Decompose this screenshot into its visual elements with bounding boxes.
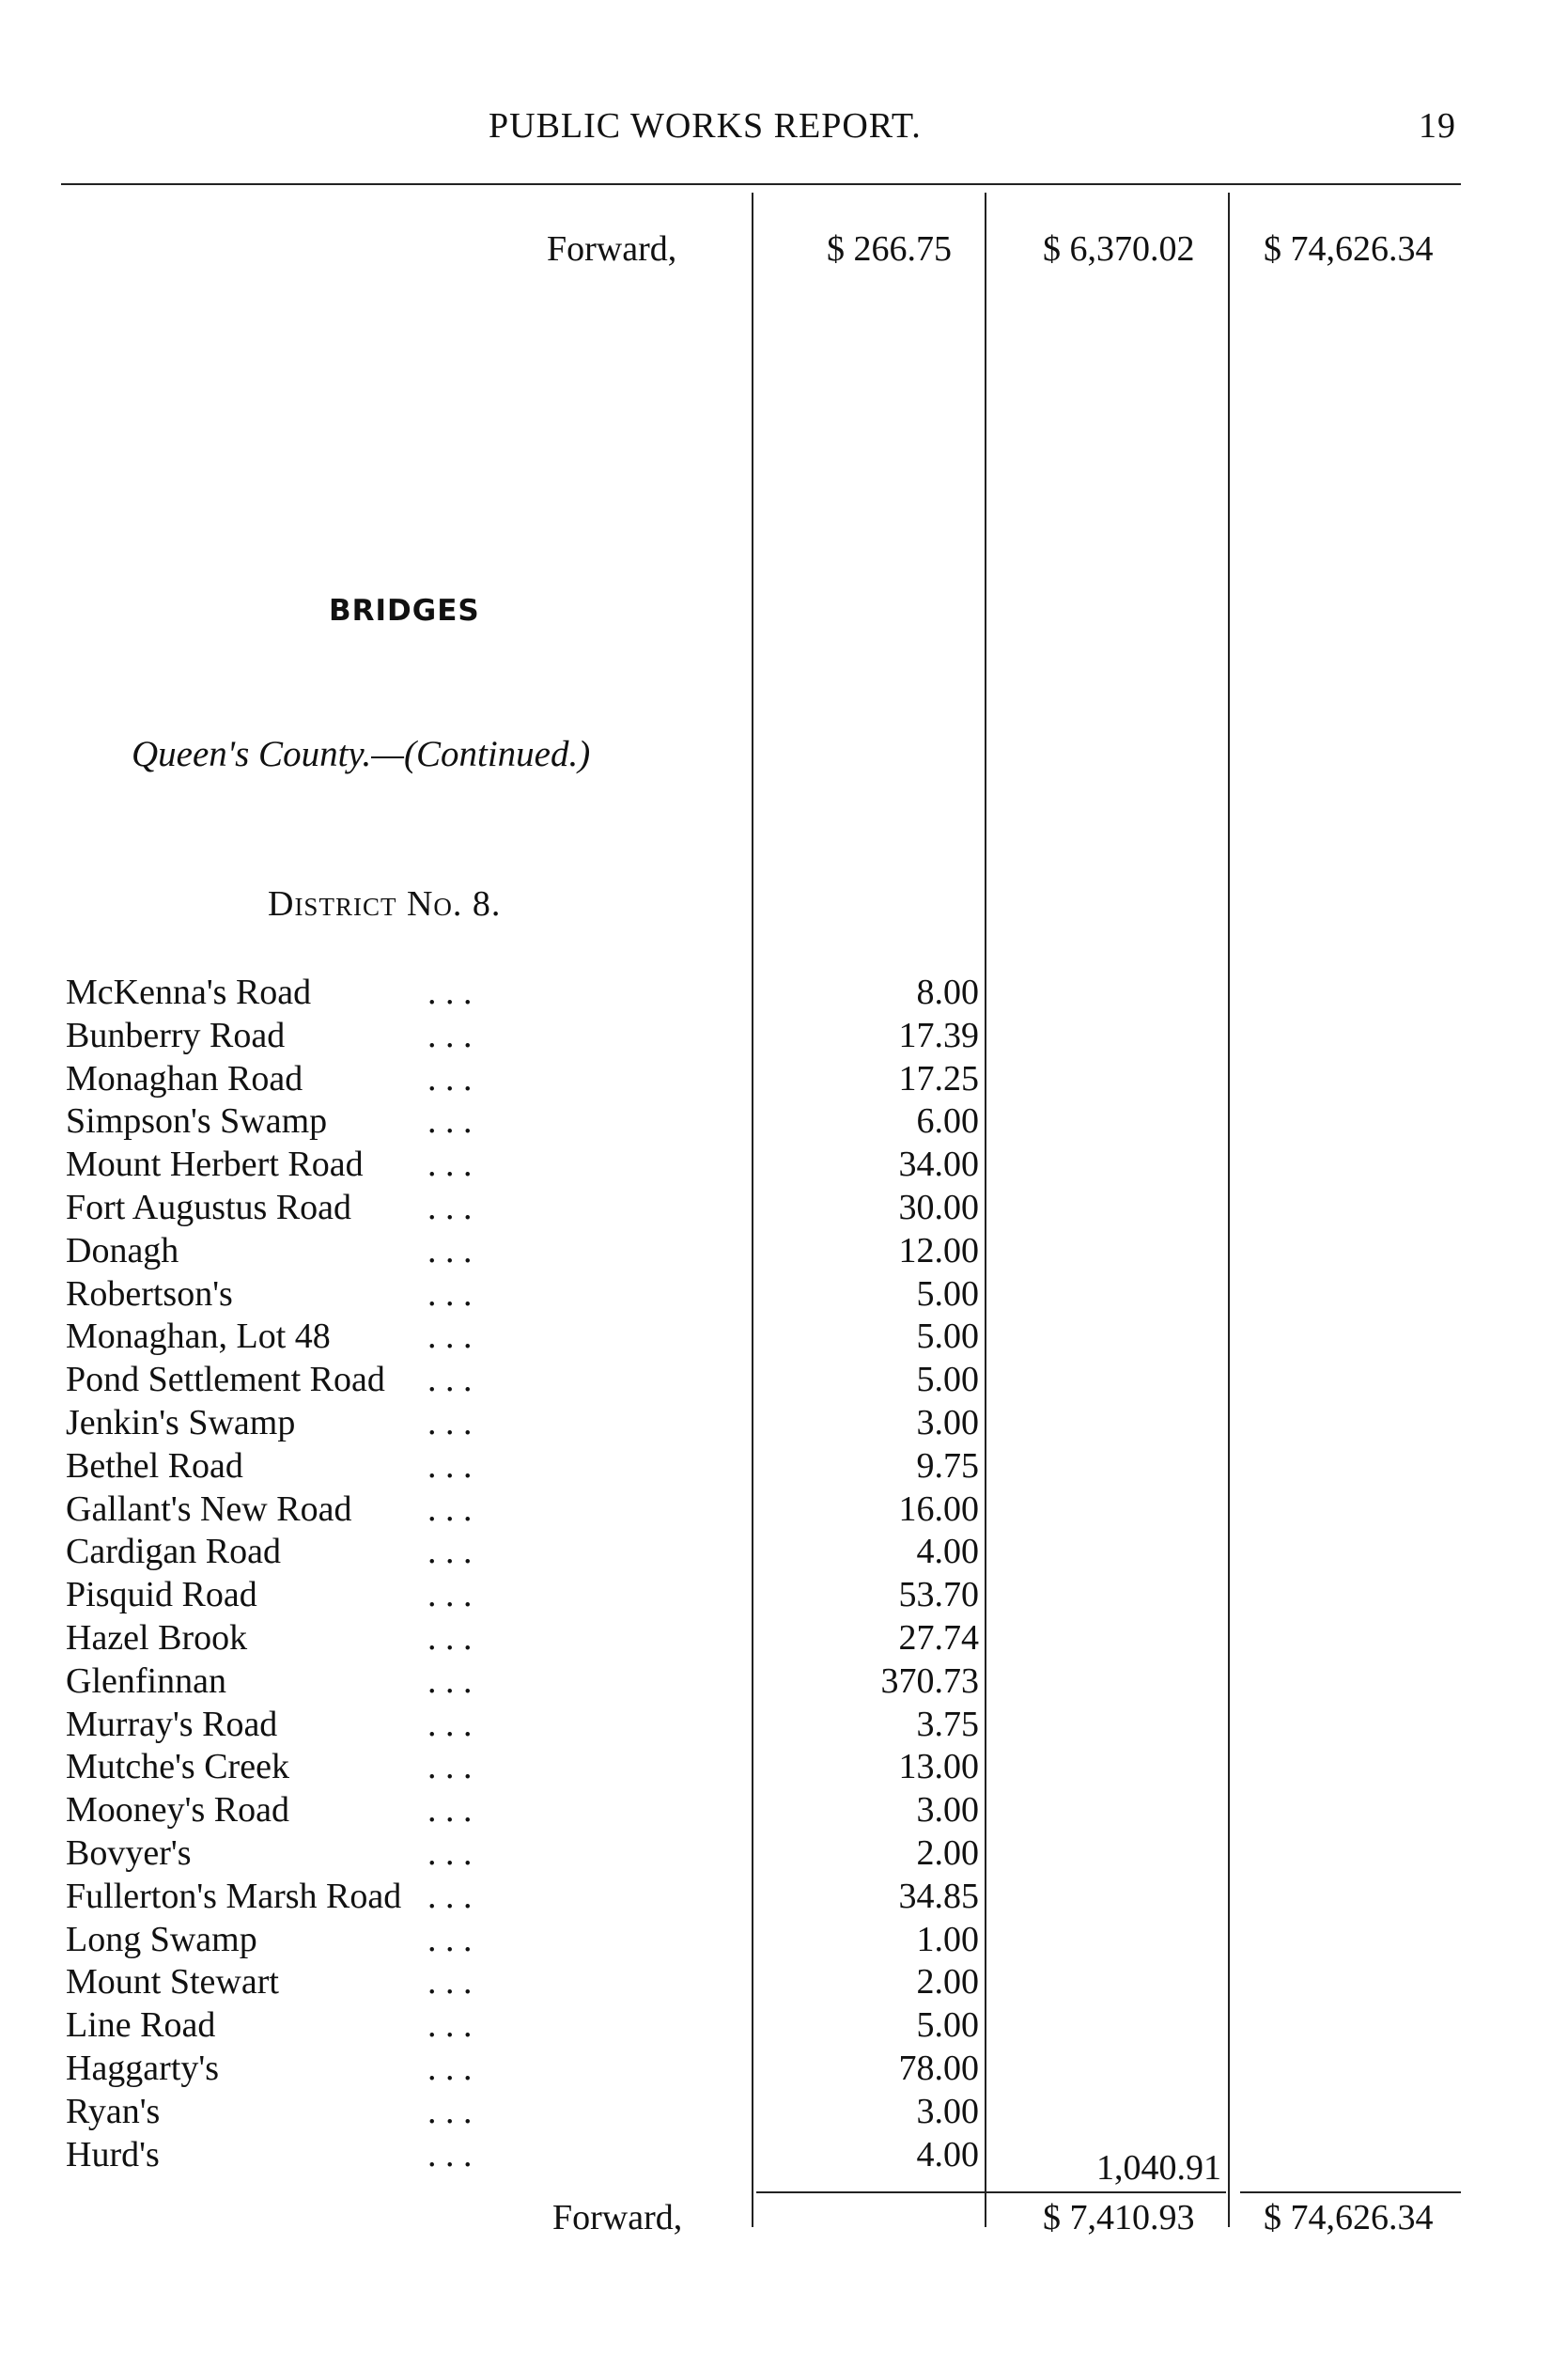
district-total: 1,040.91 (1096, 2148, 1221, 2188)
district-heading: District No. 8. (268, 884, 502, 924)
leader-dots: . . . (427, 2005, 473, 2045)
row-amount: 34.85 (898, 1877, 979, 1916)
leader-dots: . . . (427, 1661, 473, 1701)
leader-dots: . . . (427, 1317, 473, 1356)
leader-dots: . . . (427, 1962, 473, 2002)
leader-dots: . . . (427, 1833, 473, 1873)
leader-dots: . . . (427, 1532, 473, 1571)
row-amount: 53.70 (898, 1575, 979, 1614)
row-amount: 3.75 (916, 1705, 979, 1744)
row-amount: 9.75 (916, 1446, 979, 1486)
leader-dots: . . . (427, 2135, 473, 2174)
forward-label-top: Forward, (547, 229, 677, 269)
row-name: Fort Augustus Road (66, 1188, 352, 1227)
forward-label-bottom: Forward, (552, 2198, 683, 2237)
leader-dots: . . . (427, 1145, 473, 1184)
forward-col3-bottom: $ 74,626.34 (1264, 2198, 1434, 2237)
row-amount: 4.00 (916, 2135, 979, 2174)
row-name: Bunberry Road (66, 1016, 286, 1055)
row-amount: 370.73 (880, 1661, 979, 1701)
row-amount: 17.25 (898, 1059, 979, 1099)
subtotal-rule-2 (1240, 2191, 1461, 2193)
leader-dots: . . . (427, 1101, 473, 1141)
row-name: Pond Settlement Road (66, 1360, 385, 1399)
row-amount: 12.00 (898, 1231, 979, 1270)
row-name: Cardigan Road (66, 1532, 282, 1571)
row-name: Haggarty's (66, 2049, 220, 2088)
row-name: Donagh (66, 1231, 179, 1270)
row-name: Glenfinnan (66, 1661, 226, 1701)
leader-dots: . . . (427, 1403, 473, 1442)
leader-dots: . . . (427, 1705, 473, 1744)
forward-col2-top: $ 6,370.02 (1043, 229, 1195, 269)
column-divider-1 (752, 193, 753, 2227)
leader-dots: . . . (427, 1231, 473, 1270)
row-amount: 6.00 (916, 1101, 979, 1141)
row-name: Line Road (66, 2005, 216, 2045)
row-name: Monaghan Road (66, 1059, 303, 1099)
row-amount: 27.74 (898, 1618, 979, 1658)
row-amount: 30.00 (898, 1188, 979, 1227)
leader-dots: . . . (427, 1747, 473, 1786)
row-name: Bethel Road (66, 1446, 243, 1486)
section-heading: BRIDGES (329, 594, 480, 628)
leader-dots: . . . (427, 2092, 473, 2131)
row-name: Murray's Road (66, 1705, 278, 1744)
leader-dots: . . . (427, 1920, 473, 1959)
row-name: Pisquid Road (66, 1575, 257, 1614)
row-name: Ryan's (66, 2092, 161, 2131)
leader-dots: . . . (427, 1489, 473, 1529)
row-name: Fullerton's Marsh Road (66, 1877, 402, 1916)
row-amount: 3.00 (916, 2092, 979, 2131)
leader-dots: . . . (427, 1790, 473, 1830)
row-amount: 17.39 (898, 1016, 979, 1055)
leader-dots: . . . (427, 1446, 473, 1486)
leader-dots: . . . (427, 1877, 473, 1916)
row-name: Mutche's Creek (66, 1747, 289, 1786)
header-rule (61, 183, 1461, 185)
row-name: Hurd's (66, 2135, 160, 2174)
leader-dots: . . . (427, 1016, 473, 1055)
row-amount: 34.00 (898, 1145, 979, 1184)
row-amount: 16.00 (898, 1489, 979, 1529)
row-amount: 5.00 (916, 1360, 979, 1399)
county-heading: Queen's County.—(Continued.) (132, 734, 591, 774)
page-number: 19 (1419, 106, 1456, 146)
forward-col1-top: $ 266.75 (827, 229, 952, 269)
row-amount: 13.00 (898, 1747, 979, 1786)
subtotal-rule-1 (756, 2191, 1226, 2193)
row-name: Long Swamp (66, 1920, 257, 1959)
row-amount: 2.00 (916, 1962, 979, 2002)
row-name: Mooney's Road (66, 1790, 290, 1830)
leader-dots: . . . (427, 1360, 473, 1399)
row-amount: 5.00 (916, 2005, 979, 2045)
row-name: Jenkin's Swamp (66, 1403, 296, 1442)
leader-dots: . . . (427, 1274, 473, 1314)
row-name: Hazel Brook (66, 1618, 248, 1658)
row-amount: 78.00 (898, 2049, 979, 2088)
row-amount: 8.00 (916, 973, 979, 1012)
leader-dots: . . . (427, 1575, 473, 1614)
row-name: Mount Stewart (66, 1962, 279, 2002)
row-name: Gallant's New Road (66, 1489, 352, 1529)
row-amount: 4.00 (916, 1532, 979, 1571)
row-amount: 3.00 (916, 1790, 979, 1830)
leader-dots: . . . (427, 1059, 473, 1099)
leader-dots: . . . (427, 1618, 473, 1658)
row-amount: 5.00 (916, 1274, 979, 1314)
page-title: PUBLIC WORKS REPORT. (489, 106, 922, 146)
row-amount: 3.00 (916, 1403, 979, 1442)
leader-dots: . . . (427, 1188, 473, 1227)
row-amount: 1.00 (916, 1920, 979, 1959)
leader-dots: . . . (427, 2049, 473, 2088)
row-amount: 5.00 (916, 1317, 979, 1356)
row-name: Robertson's (66, 1274, 233, 1314)
forward-col2-bottom: $ 7,410.93 (1043, 2198, 1195, 2237)
column-divider-3 (1228, 193, 1230, 2227)
row-name: Monaghan, Lot 48 (66, 1317, 331, 1356)
row-name: Simpson's Swamp (66, 1101, 328, 1141)
forward-col3-top: $ 74,626.34 (1264, 229, 1434, 269)
row-name: Mount Herbert Road (66, 1145, 364, 1184)
row-name: McKenna's Road (66, 973, 312, 1012)
row-name: Bovyer's (66, 1833, 192, 1873)
leader-dots: . . . (427, 973, 473, 1012)
row-amount: 2.00 (916, 1833, 979, 1873)
column-divider-2 (985, 193, 986, 2227)
